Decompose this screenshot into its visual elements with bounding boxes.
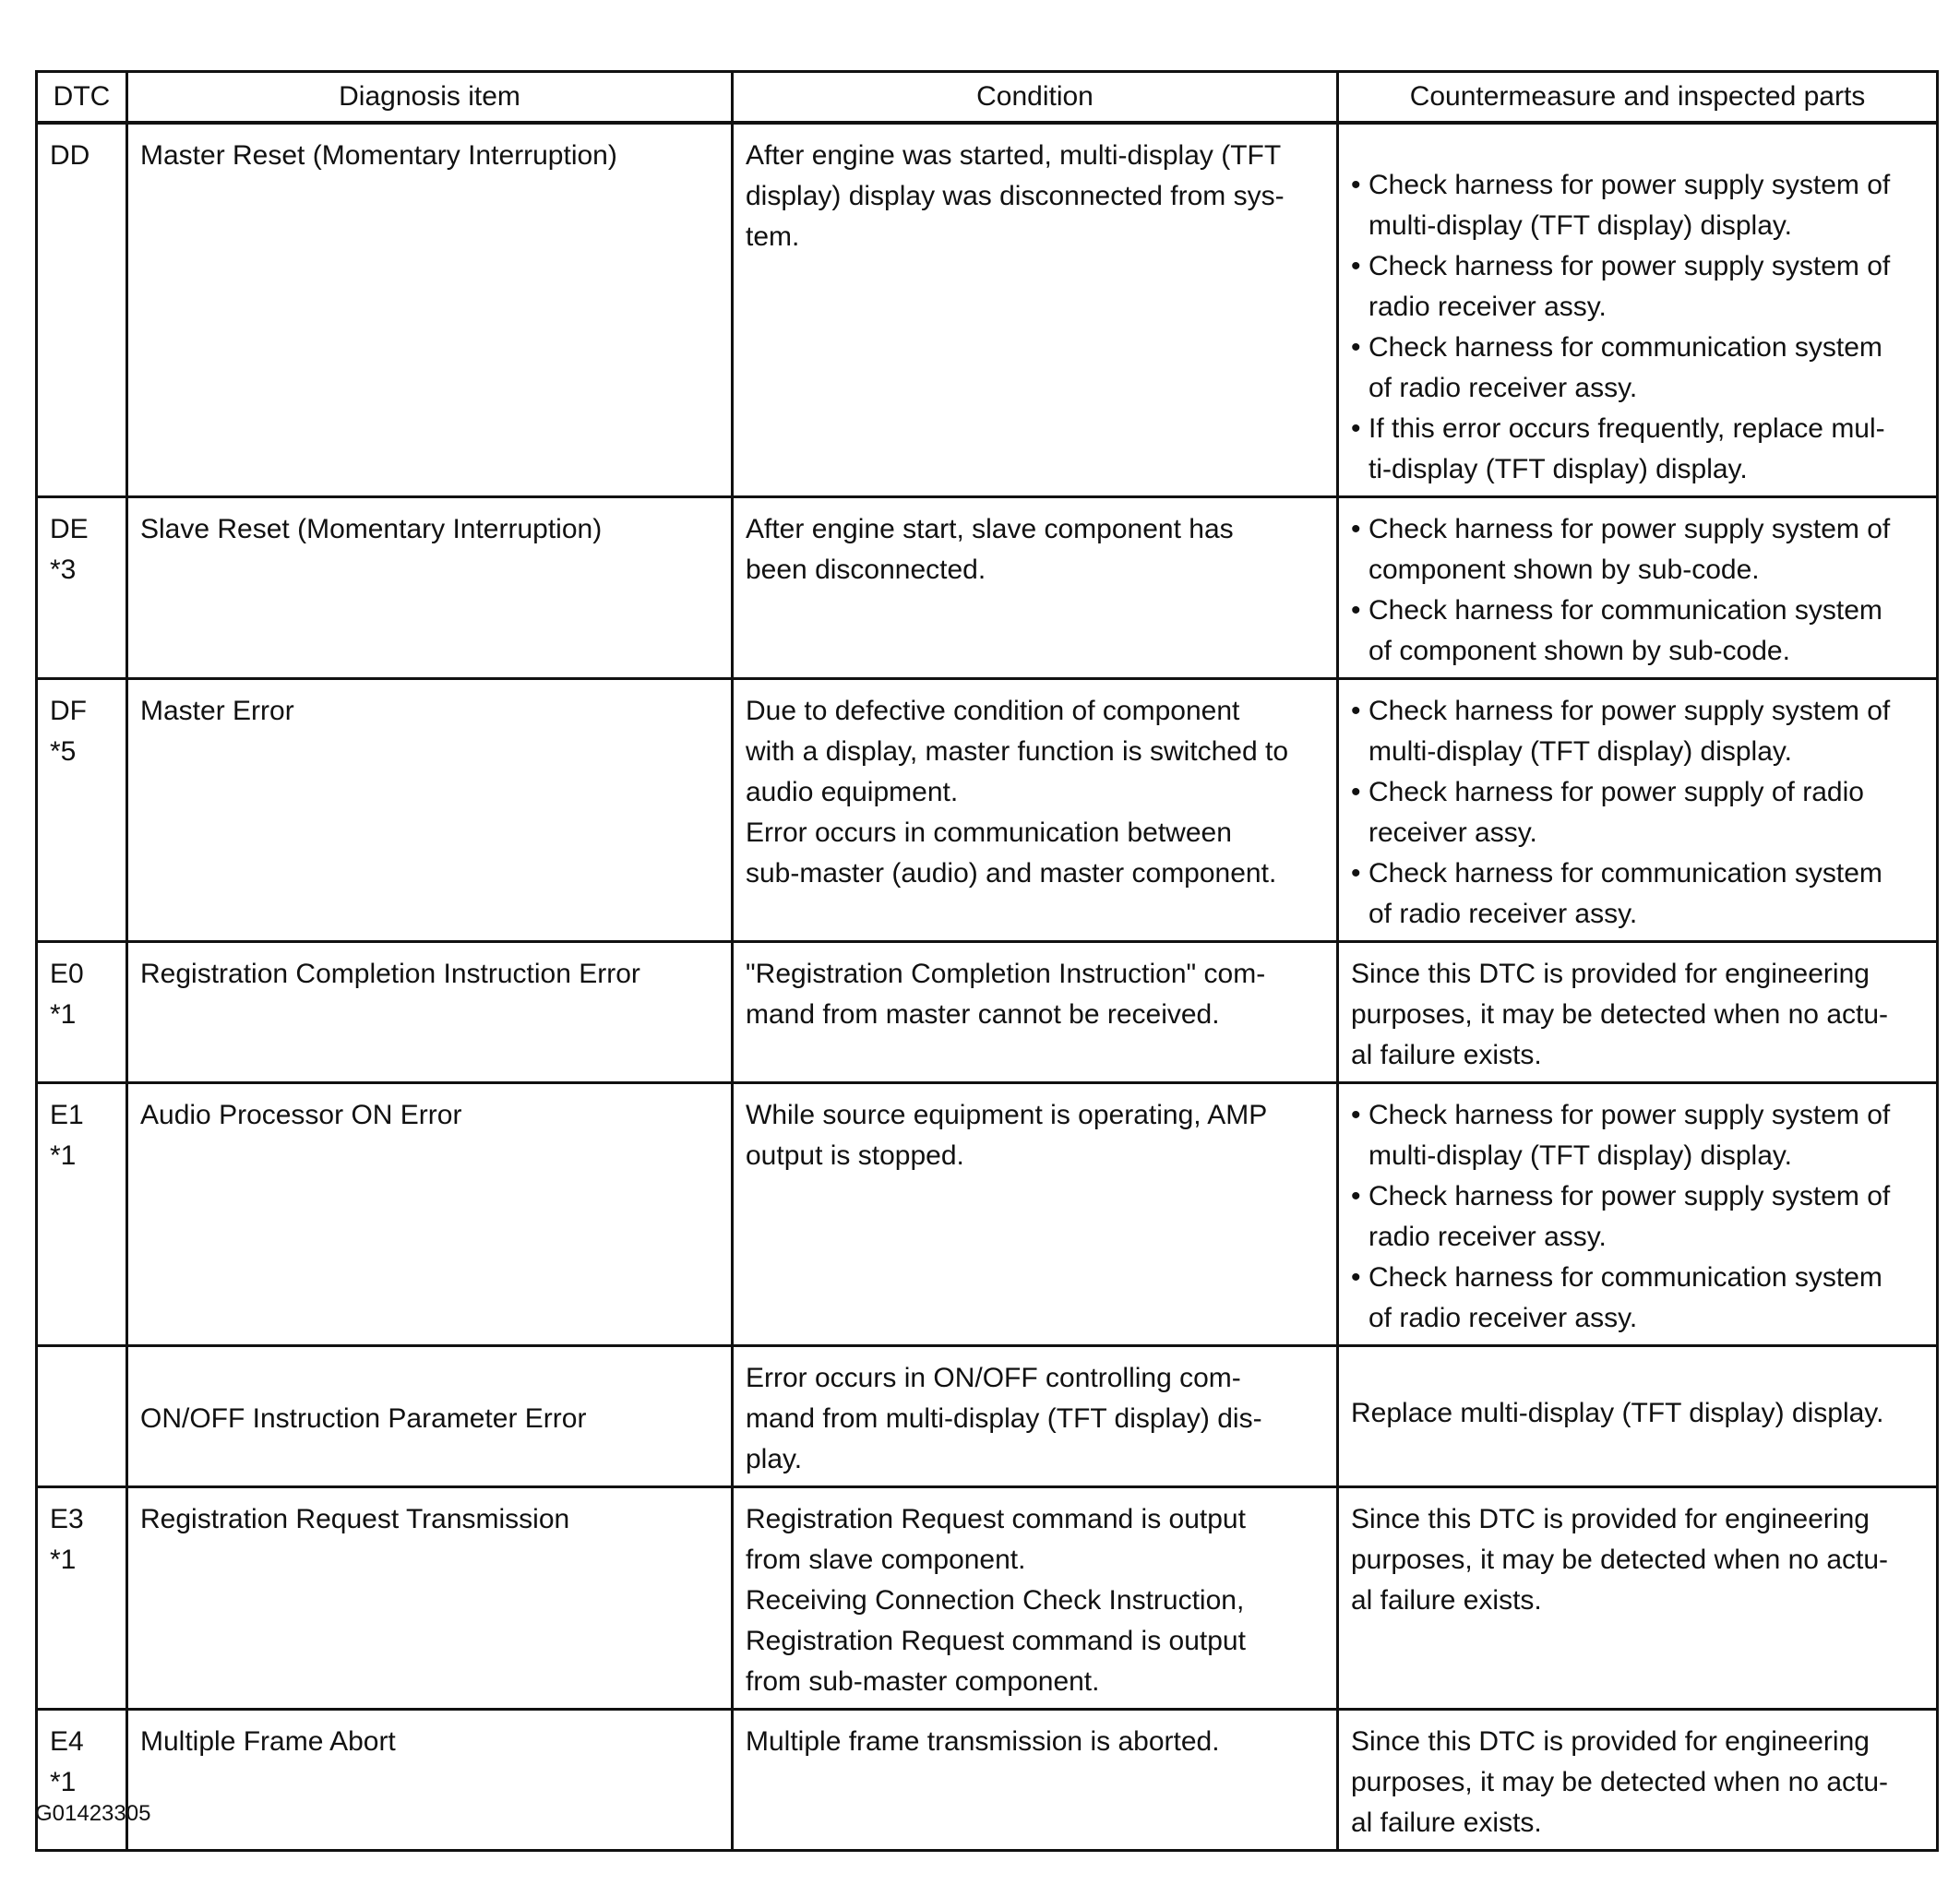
countermeasure-line: • Check harness for communication system (1368, 595, 1882, 626)
countermeasure-cell (1338, 123, 1938, 497)
condition-line: After engine was started, multi-display (TFT (746, 140, 1282, 171)
condition-line: display) display was disconnected from sys- (746, 181, 1285, 211)
countermeasure-item (1351, 772, 1936, 853)
dtc-code: E4 (50, 1726, 84, 1757)
dtc-note: *1 (50, 999, 77, 1030)
condition-line: After engine start, slave component has (746, 514, 1234, 544)
countermeasure-line: Since this DTC is provided for engineering (1351, 1504, 1870, 1534)
diagnosis-item: Slave Reset (Momentary Interruption) (140, 514, 603, 544)
dtc-note: *3 (50, 555, 77, 585)
countermeasure-line: of component shown by sub-code. (1368, 636, 1790, 666)
condition-cell (733, 1346, 1338, 1487)
countermeasure-line: Since this DTC is provided for engineering (1351, 959, 1870, 989)
countermeasure-list (1351, 1095, 1936, 1339)
table-row (37, 497, 1938, 679)
countermeasure-cell (1338, 942, 1938, 1083)
countermeasure-line: • If this error occurs frequently, replace mul- (1368, 413, 1885, 444)
condition-cell (733, 1083, 1338, 1346)
countermeasure-line: • Check harness for power supply system of (1368, 1181, 1891, 1211)
countermeasure-line: • Check harness for communication system (1368, 332, 1882, 363)
diagnosis-item: Registration Completion Instruction Error (140, 959, 640, 989)
countermeasure-line: • Check harness for power supply of radio (1368, 777, 1864, 807)
countermeasure-line: radio receiver assy. (1368, 1222, 1607, 1252)
condition-line: mand from master cannot be received. (746, 999, 1220, 1030)
countermeasure-item (1351, 246, 1936, 328)
countermeasure-item (1351, 165, 1936, 246)
table-row (37, 679, 1938, 942)
countermeasure-line: • Check harness for power supply system of (1368, 514, 1891, 544)
condition-line: While source equipment is operating, AMP (746, 1100, 1268, 1130)
condition-line: Registration Request command is output (746, 1504, 1246, 1534)
countermeasure-cell (1338, 1083, 1938, 1346)
dtc-cell (37, 497, 127, 679)
countermeasure-cell (1338, 1346, 1938, 1487)
countermeasure-line: of radio receiver assy. (1368, 373, 1638, 403)
countermeasure-item (1351, 409, 1936, 490)
table-row (37, 1346, 1938, 1487)
diagnosis-cell (127, 942, 733, 1083)
condition-line: Receiving Connection Check Instruction, (746, 1585, 1245, 1616)
countermeasure-line: • Check harness for communication system (1368, 858, 1882, 889)
dtc-cell (37, 1083, 127, 1346)
dtc-cell (37, 1487, 127, 1710)
figure-id: G01423305 (35, 1801, 151, 1826)
countermeasure-cell (1338, 497, 1938, 679)
diagnosis-cell (127, 679, 733, 942)
countermeasure-item (1351, 509, 1936, 591)
countermeasure-line: • Check harness for power supply system of (1368, 696, 1891, 726)
diagnosis-cell (127, 1710, 733, 1851)
countermeasure-line: multi-display (TFT display) display. (1368, 736, 1793, 767)
diagnosis-cell (127, 1487, 733, 1710)
condition-line: Registration Request command is output (746, 1626, 1246, 1656)
condition-line: Due to defective condition of component (746, 696, 1240, 726)
diagnosis-item: Registration Request Transmission (140, 1504, 570, 1534)
countermeasure-item (1351, 691, 1936, 772)
countermeasure-line: • Check harness for communication system (1368, 1262, 1882, 1293)
condition-cell (733, 679, 1338, 942)
header-countermeasure: Countermeasure and inspected parts (1338, 72, 1938, 124)
dtc-code: E0 (50, 959, 84, 989)
dtc-code: DF (50, 696, 87, 726)
countermeasure-line: radio receiver assy. (1368, 292, 1607, 322)
countermeasure-list (1351, 691, 1936, 935)
condition-line: Error occurs in communication between (746, 817, 1232, 848)
dtc-note: *1 (50, 1545, 77, 1575)
header-dtc: DTC (37, 72, 127, 124)
condition-cell (733, 1710, 1338, 1851)
condition-line: from sub-master component. (746, 1666, 1100, 1697)
table-row (37, 1083, 1938, 1346)
condition-line: Error occurs in ON/OFF controlling com- (746, 1363, 1241, 1393)
dtc-code: DD (50, 140, 90, 171)
countermeasure-line: multi-display (TFT display) display. (1368, 210, 1793, 241)
diagnosis-cell (127, 497, 733, 679)
countermeasure-list (1351, 509, 1936, 672)
countermeasure-line: Replace multi-display (TFT display) display. (1351, 1398, 1884, 1428)
dtc-cell (37, 123, 127, 497)
diagnosis-cell (127, 1083, 733, 1346)
countermeasure-line: • Check harness for power supply system of (1368, 1100, 1891, 1130)
table-header-row (37, 72, 1938, 124)
countermeasure-item (1351, 853, 1936, 935)
condition-line: been disconnected. (746, 555, 986, 585)
countermeasure-line: • Check harness for power supply system of (1368, 170, 1891, 200)
dtc-code: DE (50, 514, 89, 544)
countermeasure-item (1351, 1095, 1936, 1176)
dtc-note: *1 (50, 1767, 77, 1797)
dtc-cell (37, 1710, 127, 1851)
diagnosis-cell (127, 1346, 733, 1487)
diagnosis-item: Master Error (140, 696, 294, 726)
countermeasure-line: multi-display (TFT display) display. (1368, 1140, 1793, 1171)
dtc-code: E1 (50, 1100, 84, 1130)
table-body (37, 123, 1938, 1851)
diagnosis-item: Multiple Frame Abort (140, 1726, 396, 1757)
dtc-note: *5 (50, 736, 77, 767)
countermeasure-line: of radio receiver assy. (1368, 899, 1638, 929)
countermeasure-line: Since this DTC is provided for engineering (1351, 1726, 1870, 1757)
header-condition: Condition (733, 72, 1338, 124)
countermeasure-cell (1338, 1487, 1938, 1710)
header-diagnosis-item: Diagnosis item (127, 72, 733, 124)
condition-line: Multiple frame transmission is aborted. (746, 1726, 1220, 1757)
condition-line: output is stopped. (746, 1140, 964, 1171)
table-row (37, 1487, 1938, 1710)
countermeasure-cell (1338, 679, 1938, 942)
dtc-cell (37, 942, 127, 1083)
countermeasure-line: al failure exists. (1351, 1585, 1542, 1616)
countermeasure-item (1351, 328, 1936, 409)
countermeasure-line: purposes, it may be detected when no actu- (1351, 1545, 1889, 1575)
condition-line: from slave component. (746, 1545, 1026, 1575)
table-row (37, 123, 1938, 497)
countermeasure-item (1351, 591, 1936, 672)
countermeasure-line: ti-display (TFT display) display. (1368, 454, 1748, 484)
table-row (37, 942, 1938, 1083)
diagnosis-item: Audio Processor ON Error (140, 1100, 462, 1130)
condition-cell (733, 497, 1338, 679)
condition-cell (733, 123, 1338, 497)
dtc-cell (37, 1346, 127, 1487)
condition-line: tem. (746, 221, 800, 252)
countermeasure-line: al failure exists. (1351, 1040, 1542, 1070)
condition-cell (733, 942, 1338, 1083)
condition-cell (733, 1487, 1338, 1710)
condition-line: sub-master (audio) and master component. (746, 858, 1277, 889)
countermeasure-line: • Check harness for power supply system of (1368, 251, 1891, 281)
countermeasure-list (1351, 165, 1936, 490)
dtc-table (35, 70, 1939, 1852)
countermeasure-line: purposes, it may be detected when no actu- (1351, 999, 1889, 1030)
countermeasure-line: component shown by sub-code. (1368, 555, 1760, 585)
dtc-cell (37, 679, 127, 942)
diagnosis-cell (127, 123, 733, 497)
countermeasure-cell (1338, 1710, 1938, 1851)
diagnosis-item: ON/OFF Instruction Parameter Error (140, 1403, 587, 1434)
condition-line: play. (746, 1444, 803, 1474)
condition-line: "Registration Completion Instruction" com- (746, 959, 1266, 989)
condition-line: mand from multi-display (TFT display) dis- (746, 1403, 1262, 1434)
diagnosis-item: Master Reset (Momentary Interruption) (140, 140, 617, 171)
condition-line: audio equipment. (746, 777, 959, 807)
countermeasure-line: al failure exists. (1351, 1807, 1542, 1838)
dtc-code: E3 (50, 1504, 84, 1534)
countermeasure-line: receiver assy. (1368, 817, 1537, 848)
table-row (37, 1710, 1938, 1851)
dtc-note: *1 (50, 1140, 77, 1171)
condition-line: with a display, master function is switched to (746, 736, 1289, 767)
countermeasure-item (1351, 1258, 1936, 1339)
countermeasure-line: of radio receiver assy. (1368, 1303, 1638, 1333)
countermeasure-item (1351, 1176, 1936, 1258)
countermeasure-line: purposes, it may be detected when no actu- (1351, 1767, 1889, 1797)
